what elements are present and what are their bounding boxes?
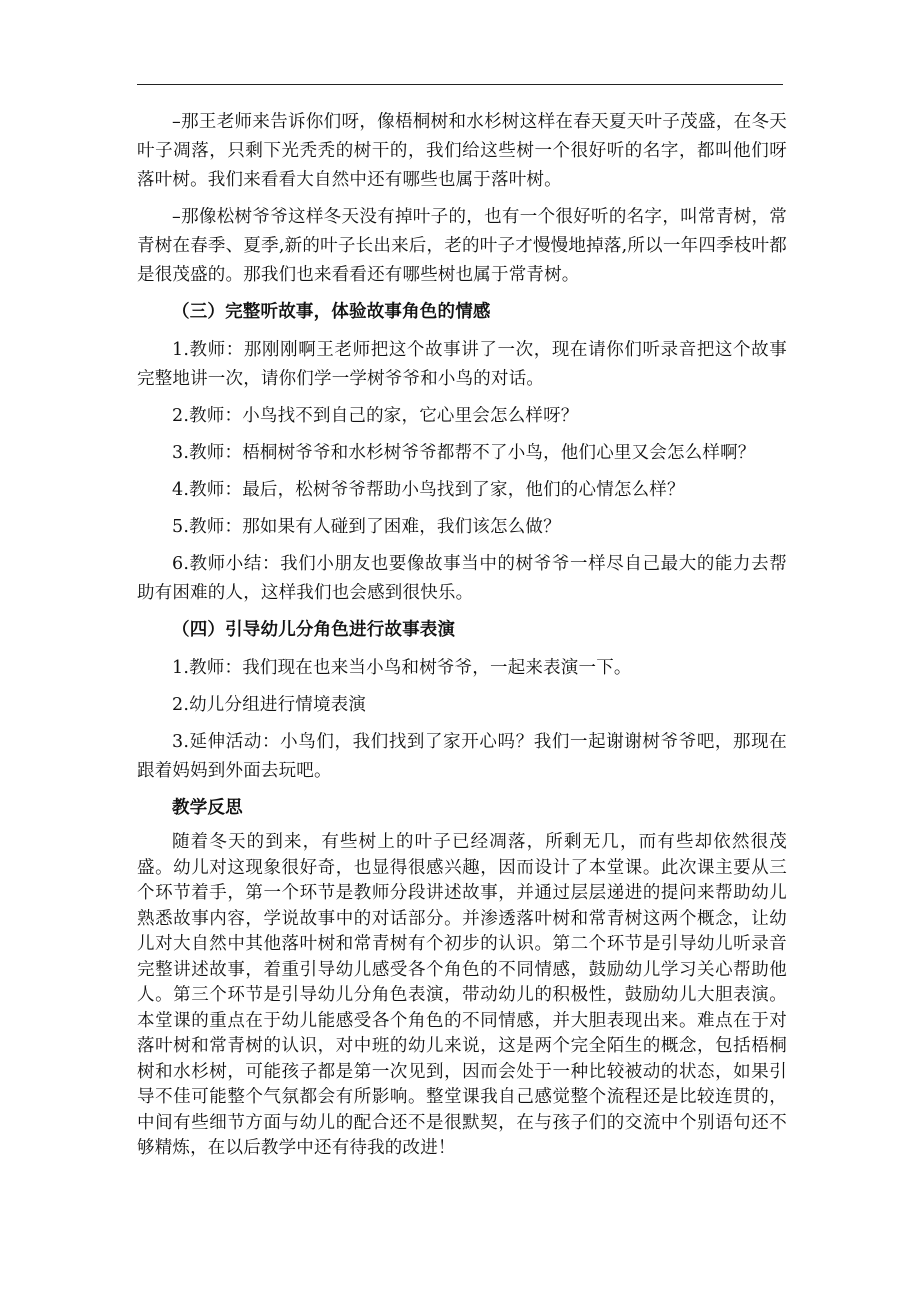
section-3-item: 6.教师小结：我们小朋友也要像故事当中的树爷爷一样尽自己最大的能力去帮助有困难的人，这样我们也会感到很快乐。 [137,554,787,603]
section-4-item: 3.延伸活动：小鸟们，我们找到了家开心吗？我们一起谢谢树爷爷吧，那现在跟着妈妈到外面去玩吧。 [137,732,787,781]
section-3-item: 4.教师：最后，松树爷爷帮助小鸟找到了家，他们的心情怎么样？ [172,480,685,500]
reflection-heading: 教学反思 [172,798,243,818]
reflection-body: 随着冬天的到来，有些树上的叶子已经凋落，所剩无几，而有些却依然很茂盛。幼儿对这现象很好奇，也显得很感兴趣，因而设计了本堂课。此次课主要从三个环节着手，第一个环节是教师分段讲述故事，并通过层层递进的提问来帮助幼儿熟悉故事内容，学说故事中的对话部分。并渗透落叶树和常青树这两个概念，让幼儿对大自然中其他落叶树和常青树有个初步的认识。第二个环节是引导幼儿听录音完整讲述故事，着重引导幼儿感受各个角色的不同情感，鼓励幼儿学习关心帮助他人。第三个环节是引导幼儿分角色表演，带动幼儿的积极性，鼓励幼儿大胆表演。本堂课的重点在于幼儿能感受各个角色的不同情感，并大胆表现出来。难点在于对落叶树和常青树的认识，对中班的幼儿来说，这是两个完全陌生的概念，包括梧桐树和水杉树，可能孩子都是第一次见到，因而会处于一种比较被动的状态，如果引导不佳可能整个气氛都会有所影响。整堂课我自己感觉整个流程还是比较连贯的，中间有些细节方面与幼儿的配合还不是很默契，在与孩子们的交流中个别语句还不够精炼，在以后教学中还有待我的改进！ [137,832,787,1158]
section-4-item: 1.教师：我们现在也来当小鸟和树爷爷，一起来表演一下。 [172,658,632,678]
section-3-item: 2.教师：小鸟找不到自己的家，它心里会怎么样呀？ [172,406,579,426]
header-rule [137,84,783,85]
section-4-item: 2.幼儿分组进行情境表演 [172,695,367,715]
section-3-item: 1.教师：那刚刚啊王老师把这个故事讲了一次，现在请你们听录音把这个故事完整地讲一次，请你们学一学树爷爷和小鸟的对话。 [137,340,787,389]
section-4-heading: （四）引导幼儿分角色进行故事表演 [172,620,456,640]
paragraph-deciduous-trees: –那王老师来告诉你们呀，像梧桐树和水杉树这样在春天夏天叶子茂盛，在冬天叶子凋落，只剩下光秃秃的树干的，我们给这些树一个很好听的名字，都叫他们呀落叶树。我们来看看大自然中还有哪些也属于落叶树。 [137,112,787,190]
document-body [137,108,787,1162]
section-3-item: 5.教师：那如果有人碰到了困难，我们该怎么做？ [172,517,561,537]
section-3-item: 3.教师：梧桐树爷爷和水杉树爷爷都帮不了小鸟，他们心里又会怎么样啊？ [172,443,756,463]
paragraph-evergreen-trees: –那像松树爷爷这样冬天没有掉叶子的，也有一个很好听的名字，叫常青树，常青树在春季、夏季,新的叶子长出来后，老的叶子才慢慢地掉落,所以一年四季枝叶都是很茂盛的。那我们也来看看还有哪些树也属于常青树。 [137,207,787,285]
section-3-heading: （三）完整听故事，体验故事角色的情感 [172,302,491,322]
